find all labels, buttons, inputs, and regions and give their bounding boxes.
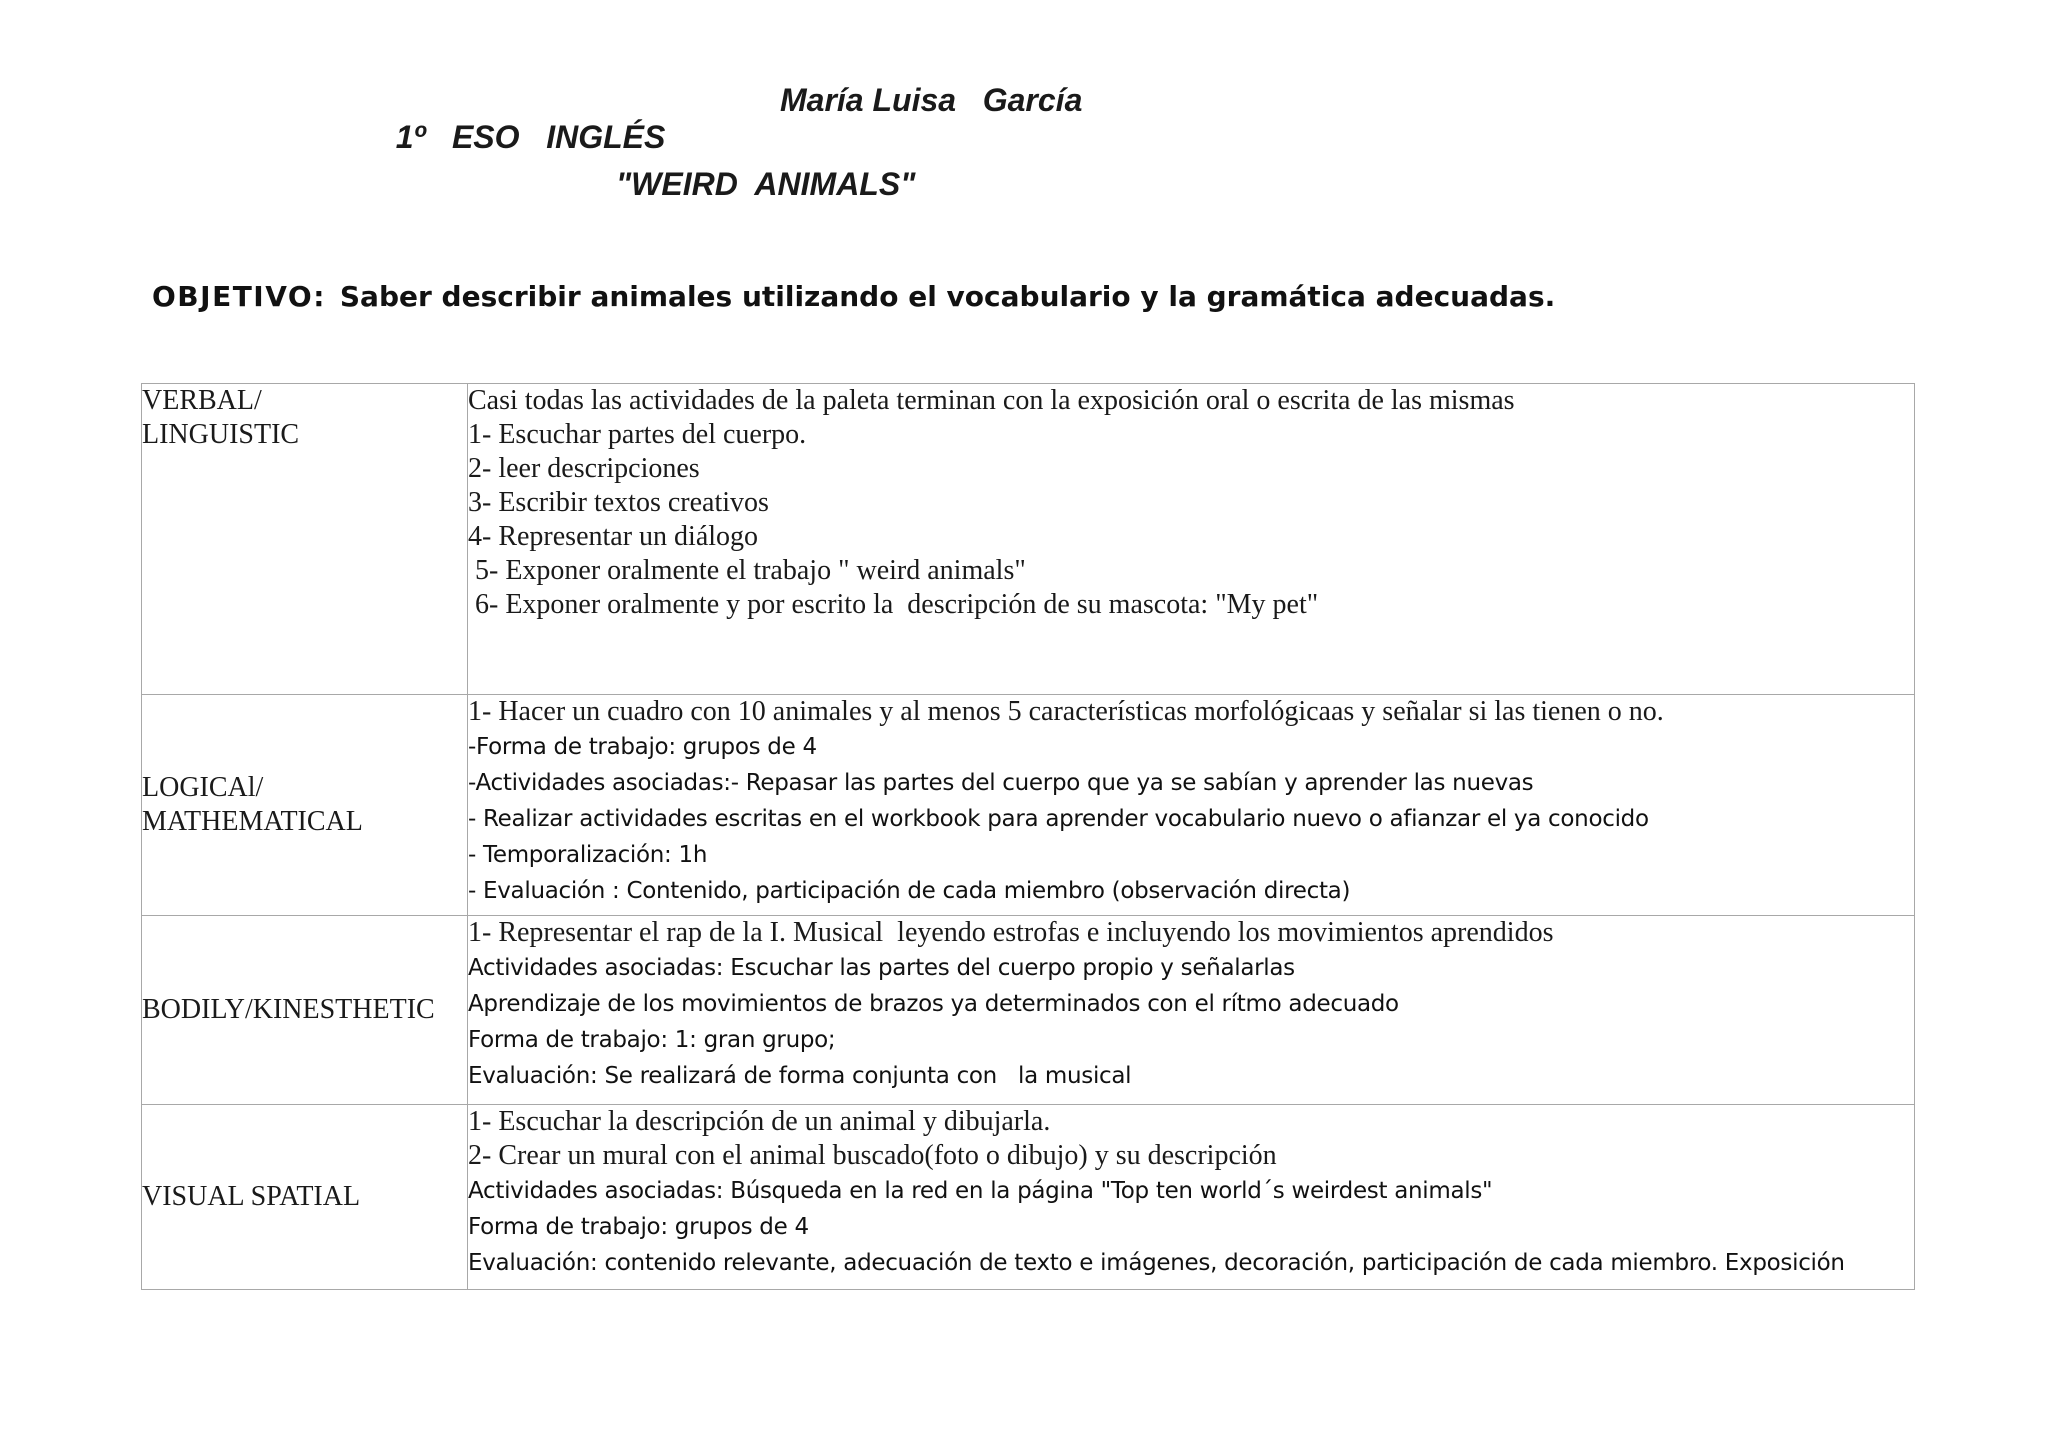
row-activities bbox=[468, 916, 1915, 1105]
category-line: LINGUISTIC bbox=[142, 419, 300, 450]
author-name: María Luisa García bbox=[780, 82, 1083, 118]
table-row-logical bbox=[142, 695, 1915, 916]
activity-line: 2- Crear un mural con el animal buscado(foto o dibujo) y su descripción bbox=[468, 1140, 1277, 1171]
row-category bbox=[142, 695, 468, 916]
activity-line: 5- Exponer oralmente el trabajo " weird animals" bbox=[468, 555, 1026, 586]
activity-line: 1- Representar el rap de la I. Musical leyendo estrofas e incluyendo los movimientos aprendidos bbox=[468, 917, 1554, 948]
activity-detail-line: -Actividades asociadas:- Repasar las partes del cuerpo que ya se sabían y aprender las nuevas bbox=[468, 770, 1534, 796]
activity-detail-line: Aprendizaje de los movimientos de brazos ya determinados con el rítmo adecuado bbox=[468, 991, 1399, 1017]
table-row-visual bbox=[142, 1105, 1915, 1290]
row-activities bbox=[468, 384, 1915, 695]
activity-detail-line: Forma de trabajo: 1: gran grupo; bbox=[468, 1027, 836, 1053]
category-line: VERBAL/ bbox=[142, 385, 262, 416]
activity-detail-line: - Realizar actividades escritas en el workbook para aprender vocabulario nuevo o afianzar el ya conocido bbox=[468, 806, 1649, 832]
activity-detail-line: Evaluación: Se realizará de forma conjunta con la musical bbox=[468, 1063, 1132, 1089]
document-title: "WEIRD ANIMALS" bbox=[616, 166, 916, 202]
objective-label: OBJETIVO: bbox=[152, 280, 326, 313]
table-row-verbal bbox=[142, 384, 1915, 695]
objective-text: Saber describir animales utilizando el vocabulario y la gramática adecuadas. bbox=[339, 280, 1556, 313]
activity-detail-line: Actividades asociadas: Búsqueda en la red en la página "Top ten world´s weirdest animals" bbox=[468, 1178, 1493, 1204]
activity-detail-line: Actividades asociadas: Escuchar las partes del cuerpo propio y señalarlas bbox=[468, 955, 1295, 981]
activity-line: Casi todas las actividades de la paleta terminan con la exposición oral o escrita de las mismas bbox=[468, 385, 1515, 416]
activity-detail-line: - Evaluación : Contenido, participación de cada miembro (observación directa) bbox=[468, 878, 1351, 904]
intelligences-table bbox=[141, 383, 1915, 1290]
activity-detail-line: -Forma de trabajo: grupos de 4 bbox=[468, 734, 817, 760]
activity-line: 1- Escuchar la descripción de un animal y dibujarla. bbox=[468, 1106, 1051, 1137]
activity-line: 6- Exponer oralmente y por escrito la descripción de su mascota: "My pet" bbox=[468, 589, 1319, 620]
row-activities bbox=[468, 1105, 1915, 1290]
row-category bbox=[142, 384, 468, 695]
row-category: VISUAL SPATIAL bbox=[142, 1105, 468, 1290]
activity-line: 1- Hacer un cuadro con 10 animales y al menos 5 características morfológicaas y señalar si las tienen o no. bbox=[468, 696, 1664, 727]
activity-line: 2- leer descripciones bbox=[468, 453, 700, 484]
objective-line bbox=[152, 280, 1555, 313]
activity-line: 4- Representar un diálogo bbox=[468, 521, 759, 552]
activity-line: 3- Escribir textos creativos bbox=[468, 487, 769, 518]
course-label: 1º ESO INGLÉS bbox=[395, 119, 666, 155]
activity-detail-line: - Temporalización: 1h bbox=[468, 842, 708, 868]
category-line: LOGICAl/ bbox=[142, 772, 264, 803]
activity-detail-line: Forma de trabajo: grupos de 4 bbox=[468, 1214, 809, 1240]
activity-detail-line: Evaluación: contenido relevante, adecuación de texto e imágenes, decoración, participación de cada miembro. Exposición bbox=[468, 1250, 1845, 1276]
row-activities bbox=[468, 695, 1915, 916]
category-line: MATHEMATICAL bbox=[142, 806, 363, 837]
activity-line: 1- Escuchar partes del cuerpo. bbox=[468, 419, 807, 450]
table-row-bodily bbox=[142, 916, 1915, 1105]
row-category: BODILY/KINESTHETIC bbox=[142, 916, 468, 1105]
